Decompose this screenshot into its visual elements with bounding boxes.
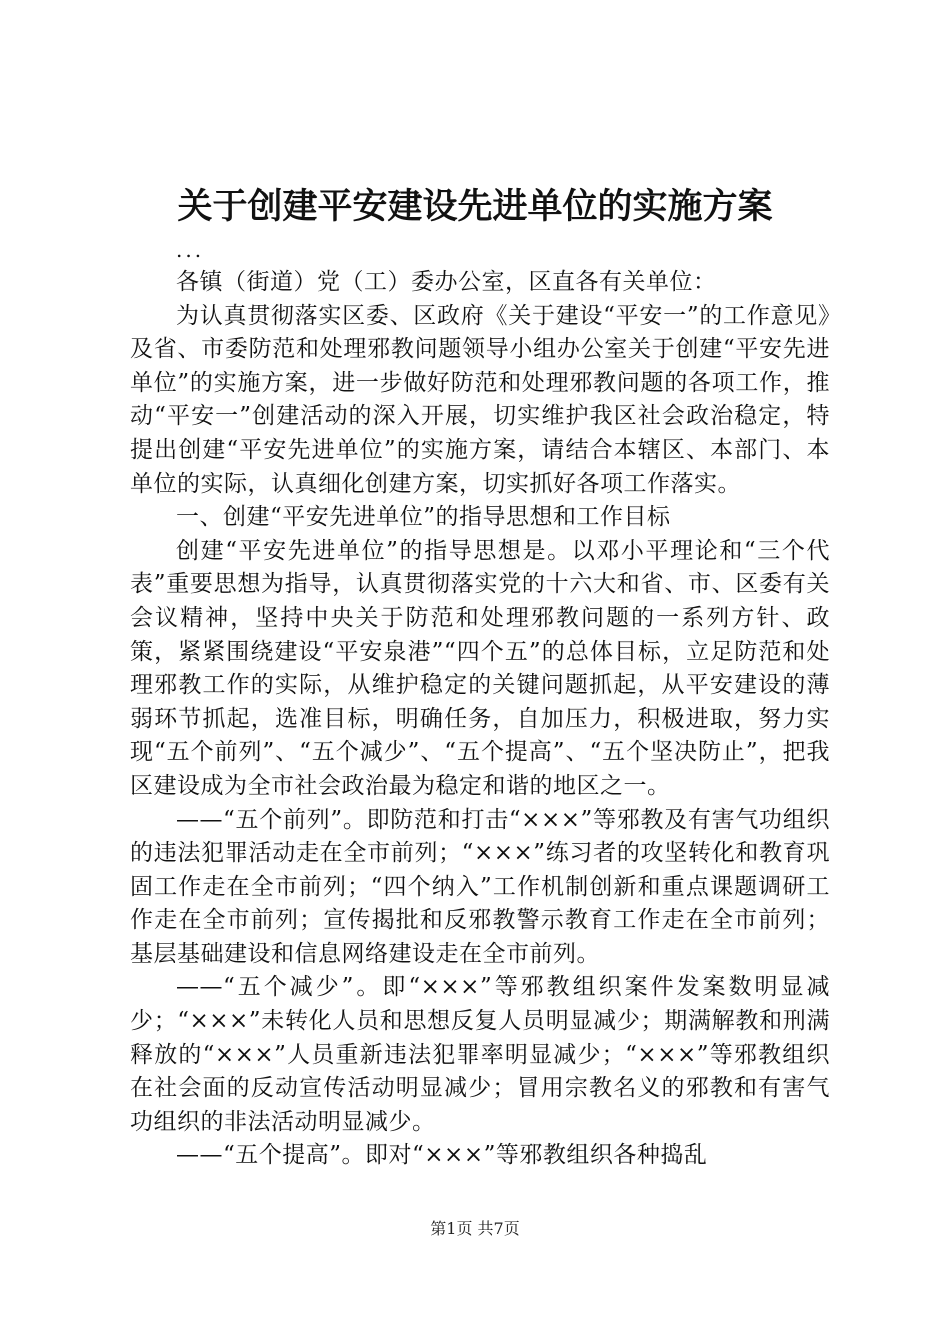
section-heading: 一、创建“平安先进单位”的指导思想和工作目标 bbox=[176, 504, 671, 531]
five-improvements-paragraph: ——“五个提高”。即对“×××”等邪教组织各种捣乱 bbox=[176, 1142, 708, 1169]
five-leading-paragraph: ——“五个前列”。即防范和打击“×××”等邪教及有害气功组织的违法犯罪活动走在全市前列；“×××”练习者的攻坚转化和教育巩固工作走在全市前列；“四个纳入”工作机制创新和重点课题调研工作走在全市前列；宣传揭批和反邪教警示教育工作走在全市前列；基层基础建设和信息网络建设走在全市前列。 bbox=[130, 806, 830, 967]
five-reductions-paragraph: ——“五个减少”。即“×××”等邪教组织案件发案数明显减少；“×××”未转化人员和思想反复人员明显减少；期满解教和刑满释放的“×××”人员重新违法犯罪率明显减少；“×××”等邪教组织在社会面的反动宣传活动明显减少；冒用宗教名义的邪教和有害气功组织的非法活动明显减少。 bbox=[130, 974, 830, 1135]
ellipsis-marker: ... bbox=[176, 238, 205, 262]
guiding-thought-paragraph: 创建“平安先进单位”的指导思想是。以邓小平理论和“三个代表”重要思想为指导，认真贯彻落实党的十六大和省、市、区委有关会议精神，坚持中央关于防范和处理邪教问题的一系列方针、政策，紧紧围绕建设“平安泉港”“四个五”的总体目标，立足防范和处理邪教工作的实际，从维护稳定的关键问题抓起，从平安建设的薄弱环节抓起，选准目标，明确任务，自加压力，积极进取，努力实现“五个前列”、“五个减少”、“五个提高”、“五个坚决防止”，把我区建设成为全市社会政治最为稳定和谐的地区之一。 bbox=[130, 537, 830, 799]
salutation-paragraph: 各镇（街道）党（工）委办公室，区直各有关单位： bbox=[176, 269, 717, 295]
document-title: 关于创建平安建设先进单位的实施方案 bbox=[177, 187, 773, 227]
page-number-footer: 第1页 共7页 bbox=[430, 1219, 520, 1238]
intro-paragraph: 为认真贯彻落实区委、区政府《关于建设“平安一”的工作意见》及省、市委防范和处理邪教问题领导小组办公室关于创建“平安先进单位”的实施方案，进一步做好防范和处理邪教问题的各项工作，推动“平安一”创建活动的深入开展，切实维护我区社会政治稳定，特提出创建“平安先进单位”的实施方案，请结合本辖区、本部门、本单位的实际，认真细化创建方案，切实抓好各项工作落实。 bbox=[130, 302, 830, 497]
document-body bbox=[130, 266, 830, 1173]
